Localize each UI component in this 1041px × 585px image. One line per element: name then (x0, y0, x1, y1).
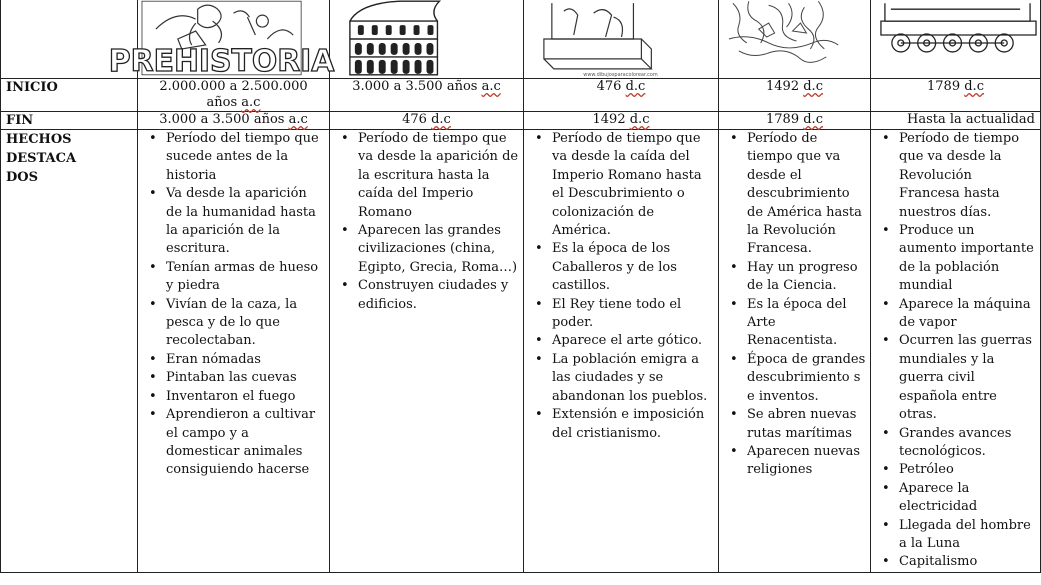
hecho-item: • Pintaban las cuevas (138, 369, 325, 387)
hecho-item: • Aparecen las grandes civilizaciones (china, Egipto, Grecia, Roma…) (330, 222, 519, 277)
fin-prehistoria: 3.000 a 3.500 años a.c (138, 112, 330, 130)
hecho-item: • El Rey tiene todo el poder. (524, 296, 714, 333)
hecho-item: • La población emigra a las ciudades y se abandonan los pueblos. (524, 351, 714, 406)
fin-row (1, 112, 1041, 130)
hecho-item: • Período de tiempo que va desde el descubrimiento de América hasta la Revolución Francesa. (719, 130, 866, 259)
inicio-antigua: 3.000 a 3.500 años a.c (330, 79, 524, 112)
hechos-row (1, 130, 1041, 573)
throne-image-cell (524, 0, 719, 79)
hecho-item: • Época de grandes descubrimiento s e inventos. (719, 351, 866, 406)
inicio-row (1, 79, 1041, 112)
hechos-prehistoria (138, 130, 330, 573)
colosseum-image-cell (330, 0, 524, 79)
inicio-contemporanea: 1789 d.c (871, 79, 1041, 112)
hecho-item: • Período de tiempo que va desde la Revolución Francesa hasta nuestros días. (871, 130, 1036, 222)
hecho-item: • Vivían de la caza, la pesca y de lo que recolectaban. (138, 296, 325, 351)
prehistoria-image-cell (108, 0, 335, 79)
hecho-item: • Capitalismo (871, 553, 1036, 571)
hecho-item: • Período de tiempo que va desde la aparición de la escritura hasta la caída del Imperio Romano (330, 130, 519, 222)
hecho-item: • Extensión e imposición del cristianismo. (524, 406, 714, 443)
inicio-media: 476 d.c (524, 79, 719, 112)
hecho-item: • Inventaron el fuego (138, 388, 325, 406)
galleon-image-cell (719, 0, 871, 79)
throne-icon (524, 0, 718, 78)
hecho-item: • Petróleo (871, 461, 1036, 479)
images-row (1, 0, 1041, 79)
hecho-item: • Aparecen nuevas religiones (719, 443, 866, 480)
hecho-item: • Llegada del hombre a la Luna (871, 517, 1036, 554)
hecho-item: • Ocurren las guerras mundiales y la guerra civil española entre otras. (871, 332, 1036, 424)
hecho-item: • Construyen ciudades y edificios. (330, 277, 519, 314)
hecho-item: • Aparece la electricidad (871, 480, 1036, 517)
hecho-item: • Período del tiempo que sucede antes de la historia (138, 130, 325, 185)
hechos-moderna (719, 130, 871, 573)
inicio-moderna: 1492 d.c (719, 79, 871, 112)
hecho-item: • Eran nómadas (138, 351, 325, 369)
hechos-media (524, 130, 719, 573)
hecho-item: • Grandes avances tecnológicos. (871, 425, 1036, 462)
inicio-label: INICIO (1, 79, 138, 112)
throne-url-text: www.dibujosparacolorear.com (583, 71, 658, 78)
hecho-item: • Aparece el arte gótico. (524, 332, 714, 350)
hechos-list (524, 130, 718, 443)
fin-media: 1492 d.c (524, 112, 719, 130)
prehistoria-caption: PREHISTORIA (108, 43, 335, 79)
train-image-cell (871, 0, 1041, 79)
hechos-list (138, 130, 329, 480)
fin-contemporanea: Hasta la actualidad (871, 112, 1041, 130)
hechos-list (330, 130, 523, 314)
hechos-label: HECHOS DESTACA DOS (1, 130, 138, 573)
steam-train-icon (871, 0, 1040, 78)
fin-moderna: 1789 d.c (719, 112, 871, 130)
hecho-item: • Tenían armas de hueso y piedra (138, 259, 325, 296)
inicio-prehistoria: 2.000.000 a 2.500.000 años a.c (138, 79, 330, 112)
colosseum-icon (330, 0, 523, 78)
prehistoria-illustration-icon (108, 0, 335, 79)
hecho-item: • Va desde la aparición de la humanidad hasta la aparición de la escritura. (138, 185, 325, 259)
fin-antigua: 476 d.c (330, 112, 524, 130)
hecho-item: • Es la época de los Caballeros y de los castillos. (524, 240, 714, 295)
hecho-item: • Aparece la máquina de vapor (871, 296, 1036, 333)
galleon-battle-icon (719, 0, 870, 78)
hechos-contemporanea (871, 130, 1041, 573)
hecho-item: • Es la época del Arte Renacentista. (719, 296, 866, 351)
hecho-item: • Hay un progreso de la Ciencia. (719, 259, 866, 296)
hechos-antigua (330, 130, 524, 573)
hecho-item: • Se abren nuevas rutas marítimas (719, 406, 866, 443)
hechos-list (871, 130, 1040, 572)
hechos-list (719, 130, 870, 480)
hecho-item: • Aprendieron a cultivar el campo y a domesticar animales consiguiendo hacerse (138, 406, 325, 480)
hecho-item: • Período de tiempo que va desde la caída del Imperio Romano hasta el Descubrimiento o colonización de América. (524, 130, 714, 240)
hecho-item: • Produce un aumento importante de la población mundial (871, 222, 1036, 296)
fin-label: FIN (1, 112, 138, 130)
